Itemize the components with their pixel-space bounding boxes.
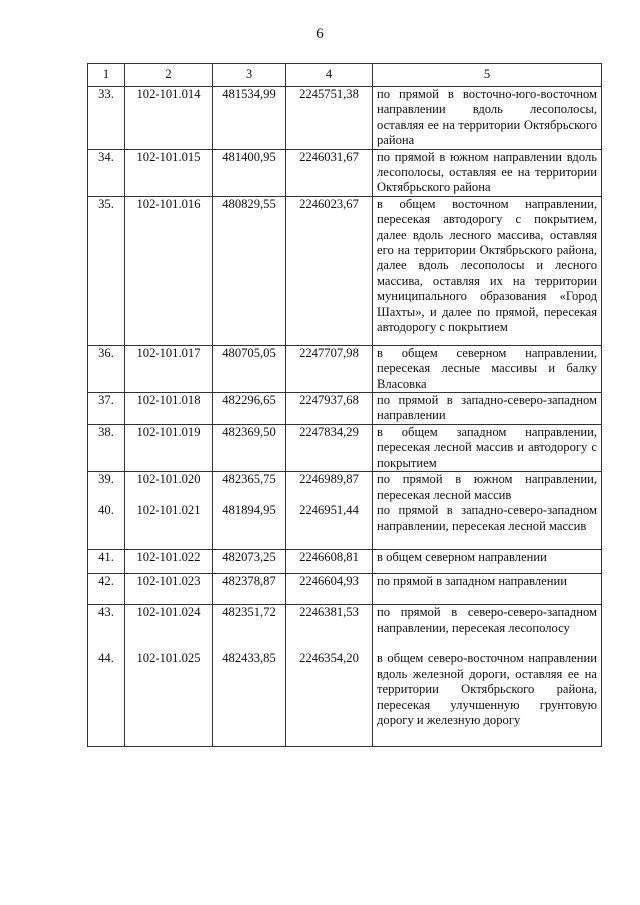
table-row (88, 550, 602, 574)
row-number: 43. (88, 605, 125, 652)
table-row (88, 345, 602, 392)
row-number: 37. (88, 393, 125, 425)
table-row (88, 87, 602, 150)
row-number: 40. (88, 503, 125, 550)
boundary-description: по прямой в южном направлении вдоль лесополосы, оставляя ее на территории Октябрьского района (373, 149, 602, 196)
table-row (88, 651, 602, 747)
coordinate-y: 2246031,67 (286, 149, 373, 196)
boundary-points-table (87, 63, 602, 747)
table-row (88, 196, 602, 345)
coordinate-y: 2246354,20 (286, 651, 373, 747)
boundary-description: в общем северном направлении, пересекая лесные массивы и балку Власовка (373, 345, 602, 392)
column-header-4: 4 (286, 64, 373, 87)
point-code: 102-101.016 (125, 196, 213, 345)
point-code: 102-101.023 (125, 574, 213, 605)
boundary-description: в общем северном направлении (373, 550, 602, 574)
point-code: 102-101.022 (125, 550, 213, 574)
table-row (88, 574, 602, 605)
row-number: 41. (88, 550, 125, 574)
boundary-description: по прямой в южном направлении, пересекая лесной массив (373, 472, 602, 504)
coordinate-x: 482369,50 (213, 425, 286, 472)
coordinate-y: 2246951,44 (286, 503, 373, 550)
coordinate-y: 2246608,81 (286, 550, 373, 574)
table-row (88, 393, 602, 425)
table-row (88, 425, 602, 472)
row-number: 42. (88, 574, 125, 605)
point-code: 102-101.017 (125, 345, 213, 392)
column-header-2: 2 (125, 64, 213, 87)
coordinate-y: 2247834,29 (286, 425, 373, 472)
row-number: 39. (88, 472, 125, 504)
coordinate-x: 482351,72 (213, 605, 286, 652)
coordinate-x: 481534,99 (213, 87, 286, 150)
boundary-description: в общем северо-восточном направлении вдоль железной дороги, оставляя ее на территории Октябрьского района, пересекая улучшенную грунтовую дорогу и железную дорогу (373, 651, 602, 747)
row-number: 36. (88, 345, 125, 392)
table-row (88, 503, 602, 550)
coordinate-x: 482365,75 (213, 472, 286, 504)
page-number: 6 (316, 26, 324, 42)
row-number: 33. (88, 87, 125, 150)
point-code: 102-101.024 (125, 605, 213, 652)
coordinate-y: 2246989,87 (286, 472, 373, 504)
coordinate-x: 482073,25 (213, 550, 286, 574)
column-header-5: 5 (373, 64, 602, 87)
coordinate-x: 480705,05 (213, 345, 286, 392)
coordinate-y: 2246381,53 (286, 605, 373, 652)
coordinate-y: 2246023,67 (286, 196, 373, 345)
coordinate-y: 2247707,98 (286, 345, 373, 392)
coordinate-x: 482433,85 (213, 651, 286, 747)
coordinate-x: 481894,95 (213, 503, 286, 550)
coordinate-x: 482378,87 (213, 574, 286, 605)
coordinate-y: 2246604,93 (286, 574, 373, 605)
coordinate-y: 2247937,68 (286, 393, 373, 425)
point-code: 102-101.014 (125, 87, 213, 150)
boundary-description: по прямой в восточно-юго-восточном направлении вдоль лесополосы, оставляя ее на территории Октябрьского района (373, 87, 602, 150)
row-number: 38. (88, 425, 125, 472)
column-header-1: 1 (88, 64, 125, 87)
point-code: 102-101.025 (125, 651, 213, 747)
boundary-description: по прямой в западно-северо-западном направлении (373, 393, 602, 425)
point-code: 102-101.018 (125, 393, 213, 425)
boundary-description: в общем западном направлении, пересекая лесной массив и автодорогу с покрытием (373, 425, 602, 472)
boundary-description: по прямой в северо-северо-западном направлении, пересекая лесополосу (373, 605, 602, 652)
row-number: 34. (88, 149, 125, 196)
point-code: 102-101.019 (125, 425, 213, 472)
boundary-description: в общем восточном направлении, пересекая автодорогу с покрытием, далее вдоль лесного массива, оставляя его на территории Октябрьского района, далее вдоль лесополосы и лесного массива, оставляя их на территории муниципального образования «Город Шахты», и далее по прямой, пересекая автодорогу с покрытием (373, 196, 602, 345)
point-code: 102-101.015 (125, 149, 213, 196)
boundary-description: по прямой в западном направлении (373, 574, 602, 605)
row-number: 44. (88, 651, 125, 747)
point-code: 102-101.021 (125, 503, 213, 550)
table-header-row (88, 64, 602, 87)
coordinate-y: 2245751,38 (286, 87, 373, 150)
column-header-3: 3 (213, 64, 286, 87)
coordinate-x: 481400,95 (213, 149, 286, 196)
table-row (88, 472, 602, 504)
boundary-description: по прямой в западно-северо-западном направлении, пересекая лесной массив (373, 503, 602, 550)
coordinate-x: 480829,55 (213, 196, 286, 345)
table-row (88, 605, 602, 652)
point-code: 102-101.020 (125, 472, 213, 504)
table-row (88, 149, 602, 196)
coordinate-x: 482296,65 (213, 393, 286, 425)
row-number: 35. (88, 196, 125, 345)
